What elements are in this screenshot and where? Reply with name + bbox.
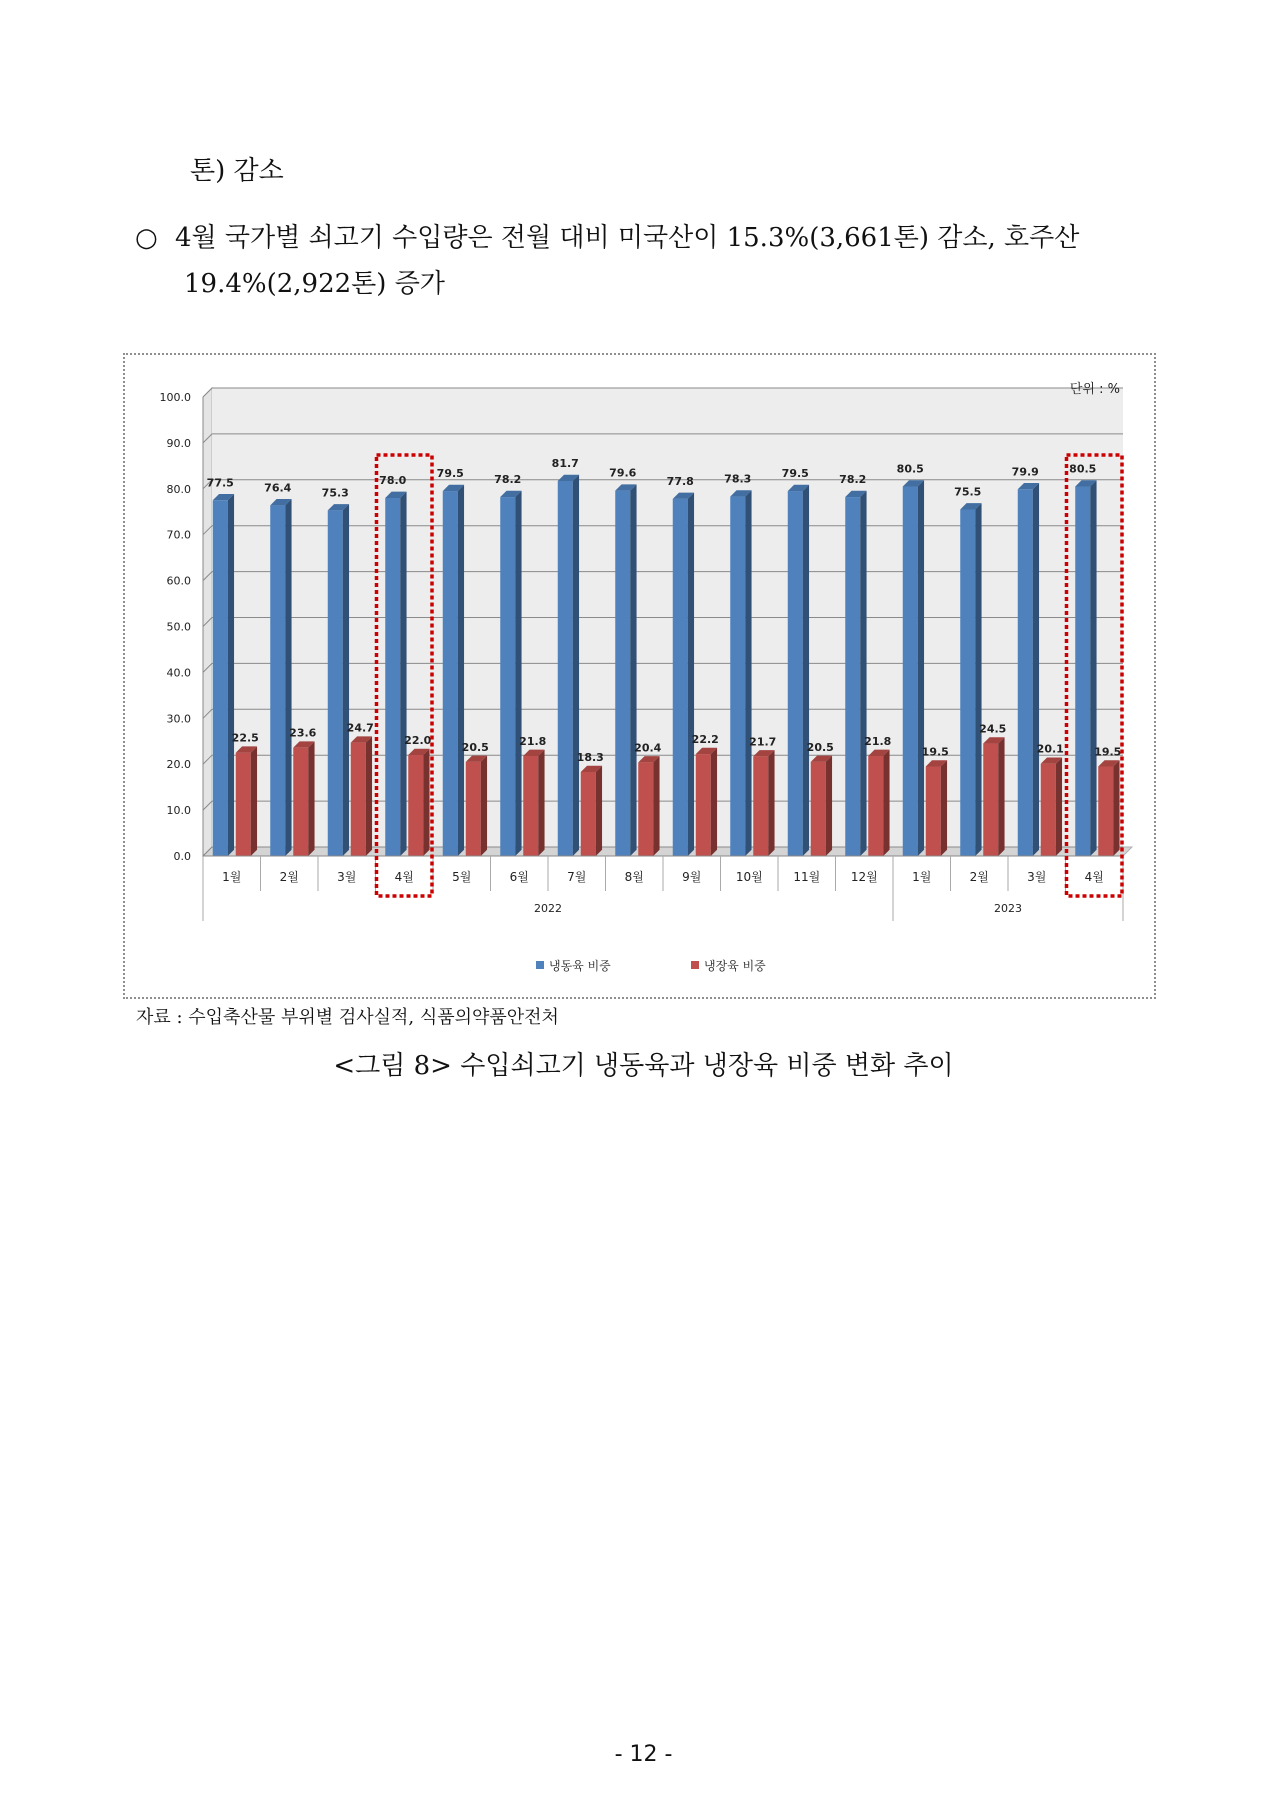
- bar: [811, 762, 826, 856]
- bar: [753, 756, 768, 856]
- data-label: 23.6: [289, 726, 317, 740]
- bar-side: [228, 494, 234, 856]
- bar-side: [688, 493, 694, 856]
- x-tick-label: 4월: [1084, 870, 1104, 884]
- unit-label: 단위 : %: [1069, 382, 1120, 397]
- legend-label-frozen: 냉동육 비중: [549, 959, 611, 973]
- bar: [1098, 766, 1113, 856]
- x-tick-label: 11월: [793, 870, 821, 884]
- y-tick-label: 10.0: [166, 804, 191, 818]
- data-label: 79.5: [781, 467, 809, 481]
- text-line-continuation: 톤) 감소: [190, 156, 284, 186]
- x-tick-label: 1월: [912, 870, 932, 884]
- bar: [385, 498, 400, 856]
- data-label: 77.8: [666, 474, 694, 488]
- bar-side: [423, 749, 429, 856]
- data-label: 22.0: [404, 734, 432, 748]
- bar: [581, 772, 596, 856]
- bar-side: [975, 503, 981, 856]
- data-label: 76.4: [264, 481, 292, 495]
- bar: [270, 505, 285, 856]
- bar-side: [573, 475, 579, 856]
- bar: [673, 499, 688, 856]
- bar: [1075, 487, 1090, 856]
- bar: [788, 491, 803, 856]
- data-label: 21.8: [519, 734, 547, 748]
- bar-side: [458, 485, 464, 856]
- data-label: 78.0: [379, 473, 407, 487]
- x-tick-label: 12월: [850, 870, 878, 884]
- bar-side: [630, 484, 636, 856]
- page-number: - 12 -: [614, 1742, 673, 1767]
- y-tick-label: 0.0: [173, 850, 191, 863]
- x-tick-label: 4월: [394, 870, 414, 884]
- y-tick-label: 80.0: [166, 482, 191, 496]
- data-label: 24.7: [346, 721, 374, 735]
- bullet-paragraph: [135, 215, 1165, 307]
- x-tick-label: 9월: [682, 870, 702, 884]
- year-label: 2023: [994, 902, 1022, 915]
- bullet-text-line1: 4월 국가별 쇠고기 수입량은 전월 대비 미국산이 15.3%(3,661톤) 감소, 호주산: [175, 223, 1080, 253]
- bar: [293, 748, 308, 856]
- bar-side: [653, 756, 659, 856]
- bar: [408, 755, 423, 856]
- y-tick-label: 90.0: [166, 436, 191, 450]
- y-tick-label: 20.0: [166, 758, 191, 772]
- legend-swatch-frozen: [536, 961, 544, 969]
- x-tick-label: 3월: [1027, 870, 1047, 884]
- y-tick-label: 30.0: [166, 712, 191, 726]
- data-label: 18.3: [576, 751, 604, 765]
- bar: [523, 756, 538, 856]
- source-note: 자료 : 수입축산물 부위별 검사실적, 식품의약품안전처: [136, 1007, 559, 1028]
- x-tick-label: 10월: [735, 870, 763, 884]
- x-tick-label: 8월: [624, 870, 644, 884]
- x-tick-label: 6월: [509, 870, 529, 884]
- data-label: 79.9: [1011, 465, 1039, 479]
- bar: [696, 754, 711, 856]
- data-label: 80.5: [896, 462, 924, 476]
- figure-caption: <그림 8> 수입쇠고기 냉동육과 냉장육 비중 변화 추이: [333, 1051, 954, 1081]
- bar: [638, 762, 653, 856]
- bar: [845, 497, 860, 856]
- data-label: 20.4: [634, 741, 662, 755]
- data-label: 78.3: [724, 472, 752, 486]
- bar-side: [883, 750, 889, 856]
- data-label: 20.5: [461, 740, 489, 754]
- bar-side: [803, 485, 809, 856]
- bar: [213, 500, 228, 856]
- bar: [500, 497, 515, 856]
- x-tick-label: 7월: [567, 870, 587, 884]
- frozen-chilled-share-chart: [125, 355, 1154, 997]
- bar: [1018, 489, 1033, 856]
- data-label: 79.6: [609, 466, 637, 480]
- bar-side: [308, 741, 314, 856]
- data-label: 78.2: [839, 473, 867, 487]
- bar-side: [1033, 483, 1039, 856]
- bar-side: [515, 491, 521, 856]
- bar-side: [538, 750, 544, 856]
- data-label: 77.5: [206, 476, 234, 490]
- data-label: 75.3: [321, 486, 349, 500]
- year-label: 2022: [534, 902, 562, 915]
- bar-side: [285, 499, 291, 856]
- bar-side: [596, 766, 602, 856]
- bar: [615, 491, 630, 856]
- data-label: 19.5: [1094, 745, 1122, 759]
- bar-side: [1113, 760, 1119, 856]
- bar: [926, 766, 941, 856]
- data-label: 24.5: [979, 722, 1007, 736]
- bar-side: [918, 480, 924, 856]
- y-tick-label: 60.0: [166, 574, 191, 588]
- bar-side: [998, 737, 1004, 856]
- data-label: 20.1: [1036, 742, 1064, 756]
- y-tick-label: 70.0: [166, 528, 191, 542]
- bar-side: [941, 760, 947, 856]
- data-label: 79.5: [436, 467, 464, 481]
- bar: [960, 509, 975, 856]
- bar: [351, 743, 366, 856]
- bar: [558, 481, 573, 856]
- x-tick-label: 5월: [452, 870, 472, 884]
- bar-side: [1056, 757, 1062, 856]
- bar: [328, 510, 343, 856]
- x-tick-label: 2월: [969, 870, 989, 884]
- bar: [730, 497, 745, 856]
- bar-side: [711, 748, 717, 856]
- data-label: 21.8: [864, 734, 892, 748]
- bar: [466, 762, 481, 856]
- data-label: 22.2: [691, 733, 719, 747]
- bar-side: [251, 746, 257, 856]
- legend-label-chilled: 냉장육 비중: [704, 959, 766, 973]
- legend-swatch-chilled: [691, 961, 699, 969]
- bar-side: [745, 490, 751, 856]
- bar: [1041, 764, 1056, 856]
- y-tick-label: 40.0: [166, 666, 191, 680]
- bar: [983, 744, 998, 856]
- y-tick-label: 100.0: [159, 391, 191, 404]
- data-label: 21.7: [749, 735, 777, 749]
- bar-side: [366, 736, 372, 856]
- data-label: 75.5: [954, 485, 982, 499]
- bar-side: [826, 756, 832, 856]
- bar-side: [1090, 480, 1096, 856]
- x-tick-label: 3월: [337, 870, 357, 884]
- data-label: 20.5: [806, 740, 834, 754]
- data-label: 22.5: [231, 731, 259, 745]
- data-label: 81.7: [551, 456, 579, 470]
- bar-side: [343, 504, 349, 856]
- data-label: 78.2: [494, 473, 522, 487]
- bar: [903, 487, 918, 856]
- bar-side: [481, 756, 487, 856]
- bar-side: [860, 491, 866, 856]
- bar: [443, 491, 458, 856]
- x-tick-label: 2월: [279, 870, 299, 884]
- bar-side: [768, 750, 774, 856]
- x-tick-label: 1월: [222, 870, 242, 884]
- bar: [236, 753, 251, 856]
- circle-bullet-icon: ○: [135, 223, 158, 253]
- bullet-text-line2: 19.4%(2,922톤) 증가: [184, 269, 445, 299]
- y-tick-label: 50.0: [166, 620, 191, 634]
- bar-side: [400, 492, 406, 856]
- chart-frame: [123, 353, 1156, 999]
- bar: [868, 756, 883, 856]
- data-label: 80.5: [1069, 462, 1097, 476]
- data-label: 19.5: [921, 745, 949, 759]
